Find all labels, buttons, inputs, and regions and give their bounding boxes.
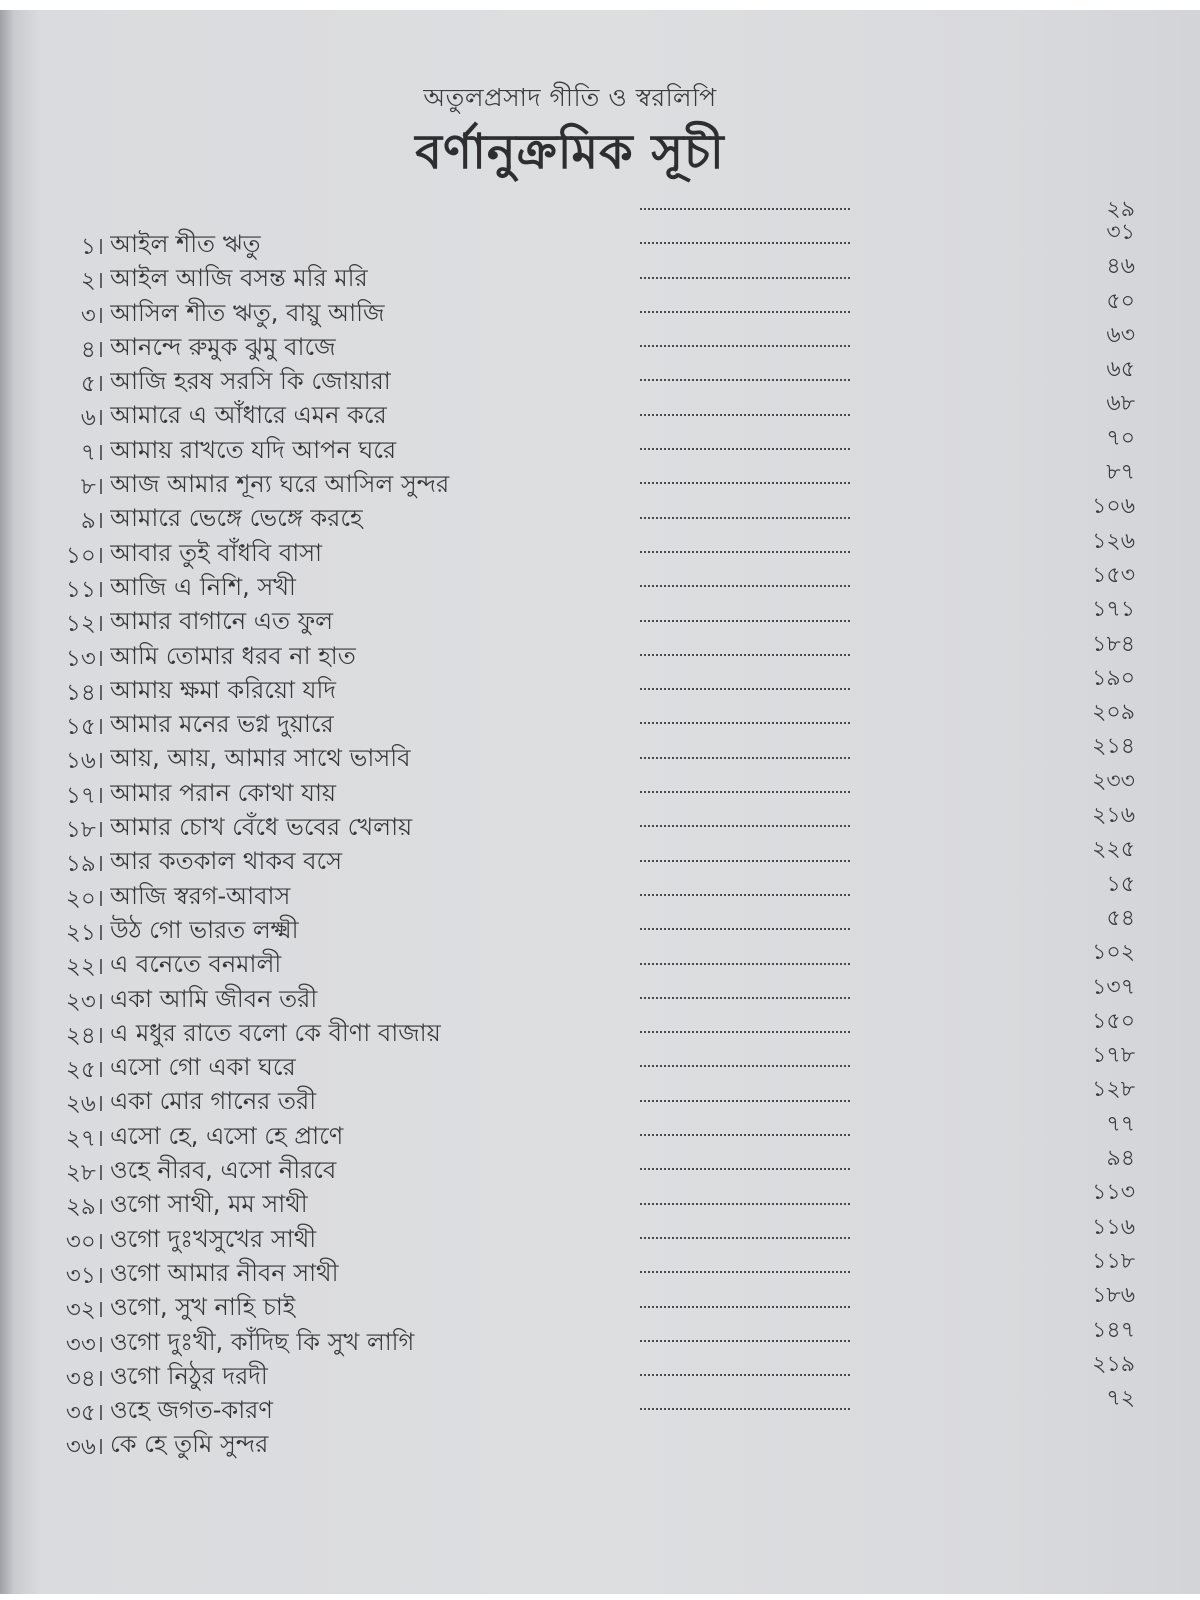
toc-row [40, 1180, 1160, 1221]
toc-entry-number: ২৪। [65, 1022, 104, 1049]
toc-entry-page: ২৩৩ [1092, 768, 1135, 794]
page-top-edge [0, 0, 1200, 10]
toc-entry-title: আজি এ নিশি, সখী [110, 572, 296, 601]
toc-dot-leader [640, 513, 850, 519]
toc-entry-number: ২৬। [65, 1091, 104, 1118]
toc-entry-number: ৩। [80, 302, 104, 329]
toc-row [40, 1146, 1160, 1187]
toc-dot-leader [640, 204, 850, 210]
toc-entry-number: ১৩। [65, 645, 104, 672]
table-of-contents [40, 220, 1160, 1461]
toc-row [40, 322, 1160, 363]
toc-entry-title: আজি হরষ সরসি কি জোয়ারা [110, 367, 391, 396]
toc-entry-title: আমারে ভেঙ্গে ভেঙ্গে করহে [110, 504, 363, 533]
toc-row [40, 905, 1160, 946]
toc-entry-number: ২৫। [65, 1057, 104, 1084]
toc-entry-title: ওগো, সুখ নাহি চাই [110, 1293, 296, 1322]
toc-entry-page: ৫৪ [1106, 905, 1135, 931]
toc-dot-leader [640, 718, 850, 724]
toc-entry-number: ২৩। [65, 988, 104, 1015]
toc-dot-leader [640, 821, 850, 827]
toc-entry-number: ২২। [65, 954, 104, 981]
toc-entry-page: ৬৮ [1106, 391, 1135, 417]
toc-entry-title: ওগো নিঠুর দরদী [110, 1361, 268, 1390]
toc-entry-title: আবার তুই বাঁধবি বাসা [110, 538, 323, 567]
toc-dot-leader [640, 993, 850, 999]
toc-dot-leader [640, 1336, 850, 1342]
toc-entry-title: আমার পরান কোথা যায় [110, 778, 337, 807]
toc-entry-page: ৭০ [1106, 425, 1135, 451]
toc-dot-leader [640, 581, 850, 587]
toc-entry-page: ২১৬ [1092, 803, 1135, 829]
toc-entry-title: আইল শীত ঋতু [110, 230, 261, 258]
toc-entry-number: ১৪। [65, 679, 104, 706]
toc-dot-leader [640, 1267, 850, 1273]
toc-row [40, 974, 1160, 1015]
toc-entry-page: ৫০ [1106, 288, 1135, 314]
toc-row [40, 700, 1160, 741]
toc-row [40, 1077, 1160, 1118]
toc-row [40, 528, 1160, 569]
toc-entry-page: ৬৩ [1106, 322, 1135, 348]
toc-entry-number: ২। [80, 268, 104, 295]
toc-row [40, 665, 1160, 706]
toc-dot-leader [640, 1370, 850, 1376]
toc-entry-number: ৩৪। [65, 1365, 104, 1392]
toc-dot-leader [640, 856, 850, 862]
toc-entry-title: আমায় রাখতে যদি আপন ঘরে [110, 435, 397, 464]
toc-entry-number: ১৭। [65, 782, 104, 809]
toc-dot-leader [640, 1199, 850, 1205]
toc-entry-number: ২৭। [65, 1125, 104, 1152]
toc-row [40, 254, 1160, 295]
toc-entry-page: ৪৬ [1106, 254, 1135, 280]
toc-entry-title: আমার চোখ বেঁধে ভবের খেলায় [110, 813, 413, 842]
toc-entry-number: ৩৫। [65, 1400, 104, 1427]
toc-dot-leader [640, 924, 850, 930]
toc-row [40, 597, 1160, 638]
toc-entry-number: ৭। [80, 439, 104, 466]
toc-row [40, 1248, 1160, 1289]
toc-entry-title: আইল আজি বসন্ত মরি মরি [110, 264, 368, 293]
toc-row [40, 768, 1160, 809]
toc-entry-page: ১১৮ [1092, 1248, 1135, 1274]
toc-entry-number: ৪। [80, 336, 104, 363]
toc-entry-page: ১৯০ [1092, 665, 1135, 691]
toc-dot-leader [640, 1404, 850, 1410]
toc-entry-number: ১২। [65, 611, 104, 638]
toc-entry-page: ১৪৭ [1092, 1317, 1135, 1343]
toc-entry-title: আর কতকাল থাকব বসে [110, 847, 343, 876]
toc-dot-leader [640, 959, 850, 965]
toc-row [40, 940, 1160, 981]
toc-dot-leader [640, 341, 850, 347]
toc-entry-title: ওগো দুঃখী, কাঁদিছ কি সুখ লাগি [110, 1327, 415, 1356]
toc-row [40, 391, 1160, 432]
toc-row [40, 1214, 1160, 1255]
toc-row [40, 837, 1160, 878]
toc-entry-number: ১১। [65, 576, 104, 603]
toc-entry-number: ৩৩। [65, 1331, 104, 1358]
toc-entry-title: আমার মনের ভগ্ন দুয়ারে [110, 710, 334, 739]
toc-entry-title: আমার বাগানে এত ফুল [110, 607, 334, 636]
toc-entry-title: এসো হে, এসো হে প্রাণে [110, 1121, 344, 1150]
toc-entry-number: ২৮। [65, 1160, 104, 1187]
toc-dot-leader [640, 1061, 850, 1067]
toc-dot-leader [640, 753, 850, 759]
toc-dot-leader [640, 273, 850, 279]
toc-entry-page: ১১৬ [1092, 1214, 1135, 1240]
toc-entry-number: ৩২। [65, 1297, 104, 1324]
toc-row [40, 1317, 1160, 1358]
toc-dot-leader [640, 616, 850, 622]
toc-row [40, 1008, 1160, 1049]
toc-entry-number: ১। [80, 234, 104, 260]
toc-entry-title: এসো গো একা ঘরে [110, 1053, 296, 1082]
toc-entry-page: ১৫৩ [1092, 562, 1135, 588]
toc-entry-page: ১২৮ [1092, 1077, 1135, 1103]
toc-row [40, 1386, 1160, 1427]
toc-dot-leader [640, 1130, 850, 1136]
index-title: বর্ণানুক্রমিক সূচী [415, 124, 725, 180]
toc-entry-number: ৩৬। [65, 1434, 104, 1461]
toc-row [40, 288, 1160, 329]
toc-entry-page: ১৮৬ [1092, 1283, 1135, 1309]
toc-entry-page: ১০৬ [1092, 494, 1135, 520]
toc-entry-page: ২১৯ [1092, 1351, 1135, 1377]
toc-entry-title: কে হে তুমি সুন্দর [110, 1430, 269, 1459]
toc-entry-number: ৩০। [65, 1228, 104, 1255]
toc-dot-leader [640, 1096, 850, 1102]
toc-row [40, 1424, 1160, 1461]
toc-row [40, 494, 1160, 535]
toc-entry-title: আনন্দে রুমুক ঝুমু বাজে [110, 332, 336, 361]
toc-entry-title: ওগো দুঃখসুখের সাথী [110, 1224, 317, 1253]
toc-entry-page: ৮৭ [1106, 460, 1135, 486]
toc-entry-title: একা আমি জীবন তরী [110, 984, 318, 1013]
toc-dot-leader [640, 1027, 850, 1033]
toc-row [40, 734, 1160, 775]
toc-entry-page: ১৭৮ [1092, 1043, 1135, 1069]
toc-dot-leader [640, 1164, 850, 1170]
toc-dot-leader [640, 410, 850, 416]
toc-entry-page: ৬৫ [1106, 357, 1135, 383]
toc-entry-page: ১২৬ [1092, 528, 1135, 554]
toc-entry-number: ৮। [80, 474, 104, 501]
toc-row [40, 425, 1160, 466]
toc-entry-number: ৬। [80, 405, 104, 432]
toc-row [40, 871, 1160, 912]
toc-entry-page: ৭৭ [1106, 1111, 1135, 1137]
toc-row [40, 1283, 1160, 1324]
page-bottom-edge [0, 1594, 1200, 1600]
toc-row [40, 1351, 1160, 1392]
toc-row [40, 1111, 1160, 1152]
toc-entry-number: ১৫। [65, 714, 104, 741]
toc-entry-number: ২০। [65, 885, 104, 912]
toc-first-page-number: ২৯ [1106, 197, 1135, 222]
toc-entry-number: ১৬। [65, 748, 104, 775]
toc-dot-leader [640, 787, 850, 793]
toc-entry-page: ১৩৭ [1092, 974, 1135, 1000]
toc-row [40, 357, 1160, 398]
toc-entry-page: ১৫ [1106, 871, 1135, 897]
toc-entry-page: ২১৪ [1092, 734, 1135, 760]
toc-entry-page: ১০২ [1092, 940, 1135, 966]
toc-dot-leader [640, 890, 850, 896]
toc-entry-number: ১৯। [65, 851, 104, 878]
toc-row [40, 1043, 1160, 1084]
toc-entry-page: ৩১ [1106, 220, 1135, 245]
toc-entry-page: ১৮৪ [1092, 631, 1135, 657]
toc-entry-page: ৯৪ [1106, 1146, 1135, 1172]
toc-entry-title: আমারে এ আঁধারে এমন করে [110, 401, 387, 430]
toc-row [40, 220, 1160, 260]
toc-entry-title: আমি তোমার ধরব না হাত [110, 641, 356, 670]
toc-entry-number: ৩১। [65, 1262, 104, 1289]
toc-dot-leader [640, 547, 850, 553]
toc-entry-title: ওগো সাথী, মম সাথী [110, 1190, 308, 1219]
toc-row [40, 803, 1160, 844]
toc-row [40, 562, 1160, 603]
toc-entry-number: ১০। [65, 542, 104, 569]
toc-entry-title: ওহে জগত-কারণ [110, 1396, 273, 1425]
toc-entry-title: এ মধুর রাতে বলো কে বীণা বাজায় [110, 1018, 441, 1047]
toc-entry-title: আয়, আয়, আমার সাথে ভাসবি [110, 744, 411, 773]
toc-row [40, 631, 1160, 672]
toc-dot-leader [640, 375, 850, 381]
toc-dot-leader [640, 307, 850, 313]
toc-entry-title: আমায় ক্ষমা করিয়ো যদি [110, 675, 336, 704]
toc-entry-number: ১৮। [65, 817, 104, 844]
toc-row [40, 460, 1160, 501]
toc-entry-title: ওহে নীরব, এসো নীরবে [110, 1156, 337, 1185]
toc-entry-number: ২১। [65, 919, 104, 946]
toc-entry-number: ৫। [80, 371, 104, 398]
toc-dot-leader [640, 684, 850, 690]
toc-entry-page: ২০৯ [1092, 700, 1135, 726]
toc-entry-page: ২২৫ [1092, 837, 1135, 863]
toc-dot-leader [640, 478, 850, 484]
toc-entry-page: ১৭১ [1092, 597, 1135, 623]
toc-dot-leader [640, 444, 850, 450]
toc-dot-leader [640, 238, 850, 244]
toc-dot-leader [640, 1233, 850, 1239]
toc-dot-leader [640, 650, 850, 656]
toc-entry-title: আজি স্বরগ-আবাস [110, 881, 291, 910]
toc-entry-title: উঠ গো ভারত লক্ষ্মী [110, 915, 299, 944]
toc-entry-number: ২৯। [65, 1194, 104, 1221]
book-title: অতুলপ্রসাদ গীতি ও স্বরলিপি [423, 83, 717, 112]
toc-entry-title: আসিল শীত ঋতু, বায়ু আজি [110, 298, 385, 327]
toc-entry-title: একা মোর গানের তরী [110, 1087, 317, 1116]
toc-entry-page: ১৫০ [1092, 1008, 1135, 1034]
toc-dot-leader [640, 1302, 850, 1308]
toc-entry-title: আজ আমার শূন্য ঘরে আসিল সুন্দর [110, 470, 450, 499]
toc-entry-title: এ বনেতে বনমালী [110, 950, 282, 979]
toc-entry-page: ৭২ [1106, 1386, 1135, 1412]
toc-entry-number: ৯। [80, 508, 104, 535]
toc-entry-page: ১১৩ [1092, 1180, 1135, 1206]
toc-entry-title: ওগো আমার নীবন সাথী [110, 1258, 339, 1287]
